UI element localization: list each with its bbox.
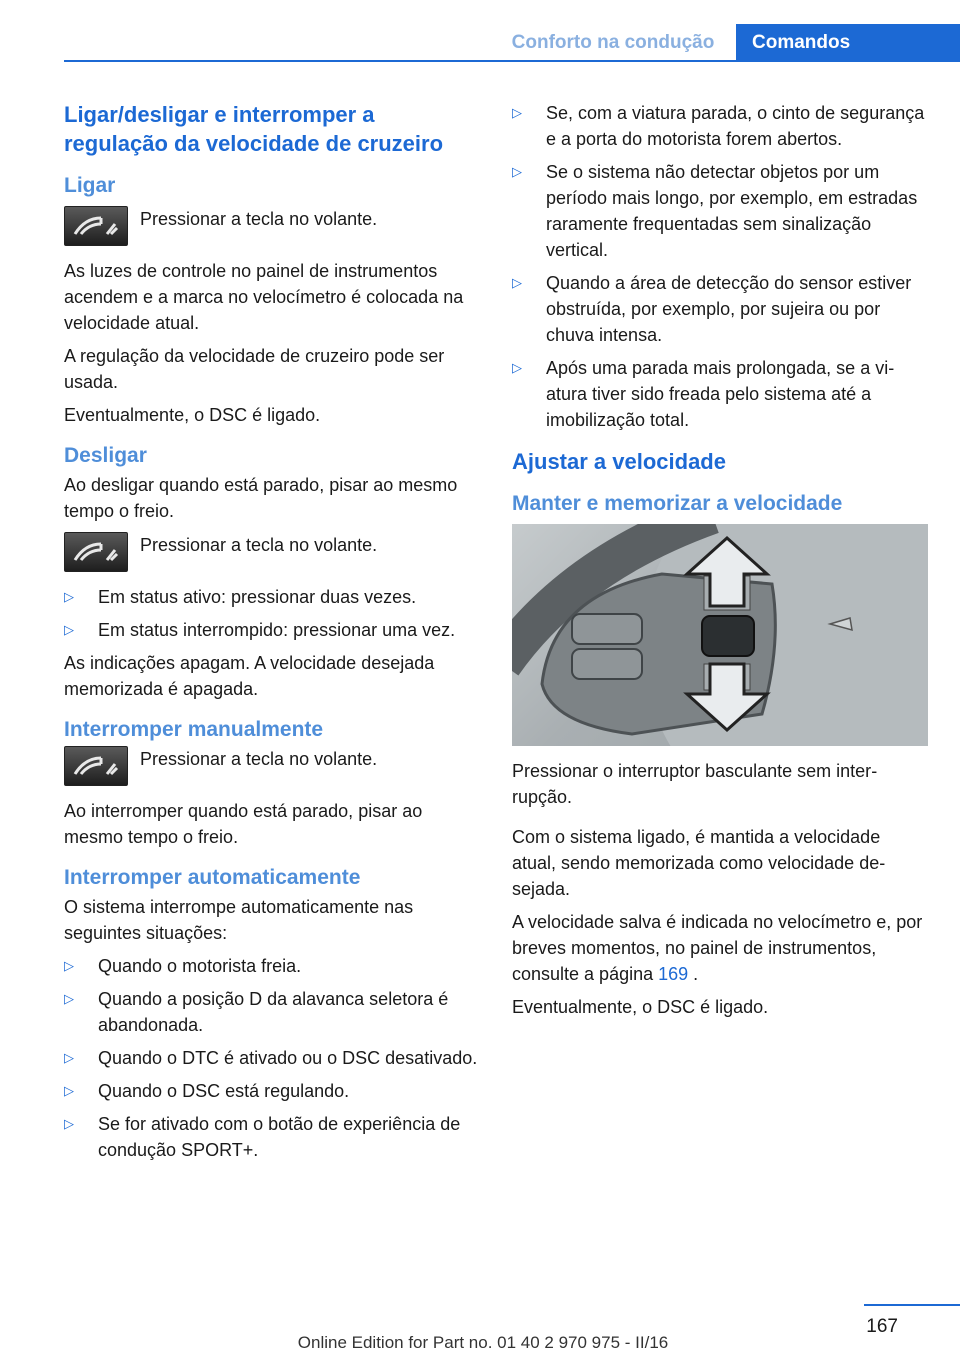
auto-bullet-list-continued (512, 100, 928, 433)
right-paragraph-1: Pressionar o interruptor basculante sem interrupção. (512, 761, 878, 807)
list-item: ▷ Em status interrompido: pressionar uma vez. (64, 617, 480, 643)
page-number: 167 (866, 1316, 898, 1337)
cruise-control-key-icon (64, 206, 128, 246)
page-ref-text: A velocidade salva é indicada no velocímetro e, por breves momentos, no painel de instrumentos, consulte a página (512, 912, 923, 984)
heading-interromper-manualmente: Interromper manualmente (64, 718, 324, 741)
ligar-key-text: Pressionar a tecla no volante. (140, 209, 378, 229)
bullet-triangle-icon: ▷ (64, 622, 74, 637)
manual-paragraph-1: Ao interromper quando está parado, pisar ao mesmo tempo o freio. (64, 801, 423, 847)
list-item: ▷ Se o sistema não detectar objetos por um período mais longo, por exemplo, em estradas raramente frequentadas sem sinalização vertical. (512, 159, 928, 263)
desligar-key-text: Pressionar a tecla no volante. (140, 535, 378, 555)
right-paragraph-4: Eventualmente, o DSC é ligado. (512, 997, 769, 1017)
bullet-triangle-icon: ▷ (64, 1050, 74, 1065)
header-chapter-tab: Comandos (736, 24, 960, 62)
desligar-bullet-list (64, 584, 480, 643)
auto-bullet-list (64, 953, 480, 1163)
page-ref-end: . (688, 964, 699, 984)
desligar-paragraph-2: As indicações apagam. A velocidade desejada memorizada é apagada. (64, 653, 435, 699)
key-instruction-manual (64, 746, 480, 786)
desligar-paragraph-1: Ao desligar quando está parado, pisar ao mesmo tempo o freio. (64, 475, 458, 521)
header-section-title: Conforto na condução (511, 32, 715, 53)
list-item: ▷ Quando o DSC está regulando. (64, 1078, 480, 1104)
section-title: Ligar/desligar e interromper a regulação da velocidade de cruzeiro (64, 102, 444, 156)
bullet-triangle-icon: ▷ (64, 589, 74, 604)
key-instruction-ligar (64, 206, 480, 246)
bullet-triangle-icon: ▷ (512, 105, 522, 120)
heading-ligar: Ligar (64, 174, 116, 197)
steering-wheel-rocker-switch-photo (512, 524, 928, 746)
list-item: ▷ Em status ativo: pressionar duas vezes. (64, 584, 480, 610)
heading-manter-memorizar: Manter e memorizar a velocidade (512, 492, 843, 515)
cruise-control-key-icon (64, 532, 128, 572)
right-column (512, 100, 928, 1027)
auto-paragraph-1: O sistema interrompe automaticamente nas seguintes situações: (64, 897, 414, 943)
footer-rule (864, 1304, 960, 1306)
ligar-paragraph-1: As luzes de controle no painel de instrumentos acendem e a marca no velocímetro é colocada na velocidade atual. (64, 261, 464, 333)
page-ref-link[interactable]: 169 (658, 964, 689, 984)
bullet-triangle-icon: ▷ (64, 958, 74, 973)
key-instruction-desligar (64, 532, 480, 572)
header-rule (64, 60, 960, 62)
list-item: ▷ Quando a posição D da alavanca seletora é abandonada. (64, 986, 480, 1038)
heading-ajustar-velocidade: Ajustar a velocidade (512, 449, 726, 474)
cruise-control-key-icon (64, 746, 128, 786)
ligar-paragraph-3: Eventualmente, o DSC é ligado. (64, 405, 321, 425)
bullet-triangle-icon: ▷ (512, 360, 522, 375)
footer-edition: Online Edition for Part no. 01 40 2 970 975 - II/16 (297, 1333, 669, 1352)
right-paragraph-2: Com o sistema ligado, é mantida a velocidade atual, sendo memorizada como velocidade desejada. (512, 827, 886, 899)
bullet-triangle-icon: ▷ (64, 991, 74, 1006)
ligar-paragraph-2: A regulação da velocidade de cruzeiro pode ser usada. (64, 346, 445, 392)
left-column (64, 100, 480, 1170)
bullet-triangle-icon: ▷ (64, 1083, 74, 1098)
bullet-triangle-icon: ▷ (512, 164, 522, 179)
heading-interromper-automaticamente: Interromper automaticamente (64, 866, 361, 889)
heading-desligar: Desligar (64, 444, 147, 467)
list-item: ▷ Quando o motorista freia. (64, 953, 480, 979)
manual-key-text: Pressionar a tecla no volante. (140, 749, 378, 769)
right-paragraph-3 (512, 909, 928, 987)
bullet-triangle-icon: ▷ (64, 1116, 74, 1131)
list-item: ▷ Quando a área de detecção do sensor estiver obstruída, por exemplo, por sujeira ou por chuva intensa. (512, 270, 928, 348)
bullet-triangle-icon: ▷ (512, 275, 522, 290)
list-item: ▷ Quando o DTC é ativado ou o DSC desativado. (64, 1045, 480, 1071)
list-item: ▷ Se for ativado com o botão de experiência de condução SPORT+. (64, 1111, 480, 1163)
list-item: ▷ Após uma parada mais prolongada, se a viatura tiver sido freada pelo sistema até a imobilização total. (512, 355, 928, 433)
list-item: ▷ Se, com a viatura parada, o cinto de segurança e a porta do motorista forem abertos. (512, 100, 928, 152)
